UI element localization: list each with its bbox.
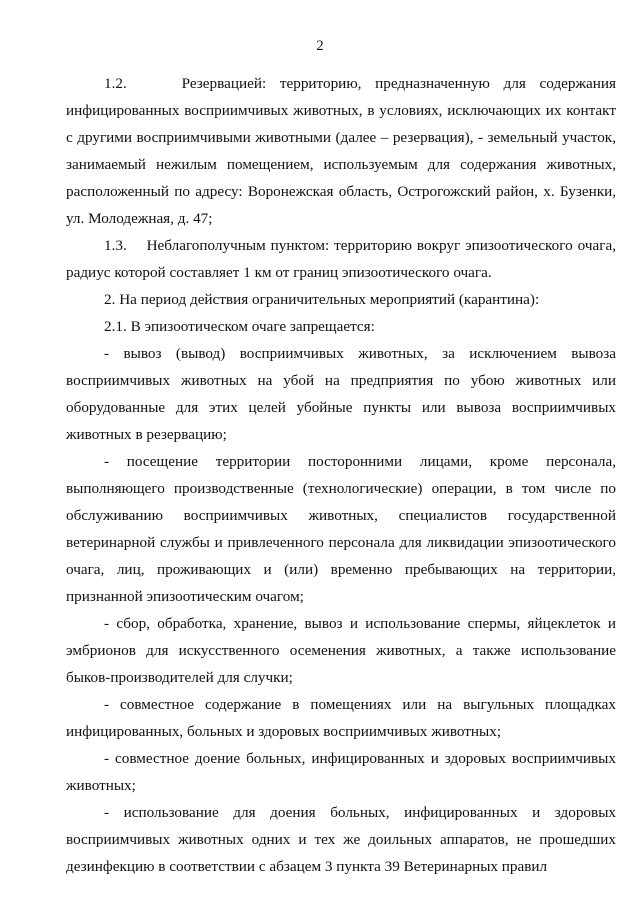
page-number: 2 — [316, 38, 324, 54]
list-item-joint-milking-ban: - совместное доение больных, инфицированных и здоровых восприимчивых животных; — [66, 750, 616, 794]
list-item-semen-ban: - сбор, обработка, хранение, вывоз и использование спермы, яйцеклеток и эмбрионов для искусственного осеменения животных, а также использование быков-производителей для случки; — [66, 615, 616, 686]
list-item-milking-equipment-ban: - использование для доения больных, инфицированных и здоровых восприимчивых животных одних и тех же доильных аппаратов, не прошедших дезинфекцию в соответствии с абзацем 3 пункта 39 Ветеринарных правил — [66, 804, 616, 875]
paragraph-2-1: 2.1. В эпизоотическом очаге запрещается: — [104, 318, 375, 335]
list-item-visit-ban: - посещение территории посторонними лицами, кроме персонала, выполняющего производственные (технологические) операции, в том числе по обслуживанию восприимчивых животных, специалистов государственной ветеринарной службы и привлеченного персонала для ликвидации эпизоотического очага, лиц, проживающих и (или) временно пребывающих на территории, признанной эпизоотическим очагом; — [66, 453, 616, 605]
paragraph-1-2: 1.2. Резервацией: территорию, предназначенную для содержания инфицированных восприимчивых животных, в условиях, исключающих их контакт с другими восприимчивыми животными (далее – резервация), - земельный участок, занимаемый нежилым помещением, используемым для содержания животных, расположенный по адресу: Воронежская область, Острогожский район, х. Бузенки, ул. Молодежная, д. 47; — [66, 75, 616, 227]
paragraph-2: 2. На период действия ограничительных мероприятий (карантина): — [104, 291, 540, 308]
list-item-export-ban: - вывоз (вывод) восприимчивых животных, за исключением вывоза восприимчивых животных на убой на предприятия по убою животных или оборудованные для этих целей убойные пункты или вывоза восприимчивых животных в резервацию; — [66, 345, 616, 443]
list-item-joint-keeping-ban: - совместное содержание в помещениях или на выгульных площадках инфицированных, больных и здоровых восприимчивых животных; — [66, 696, 616, 740]
paragraph-1-3: 1.3. Неблагополучным пунктом: территорию вокруг эпизоотического очага, радиус которой составляет 1 км от границ эпизоотического очага. — [66, 237, 616, 281]
document-body — [66, 70, 616, 880]
